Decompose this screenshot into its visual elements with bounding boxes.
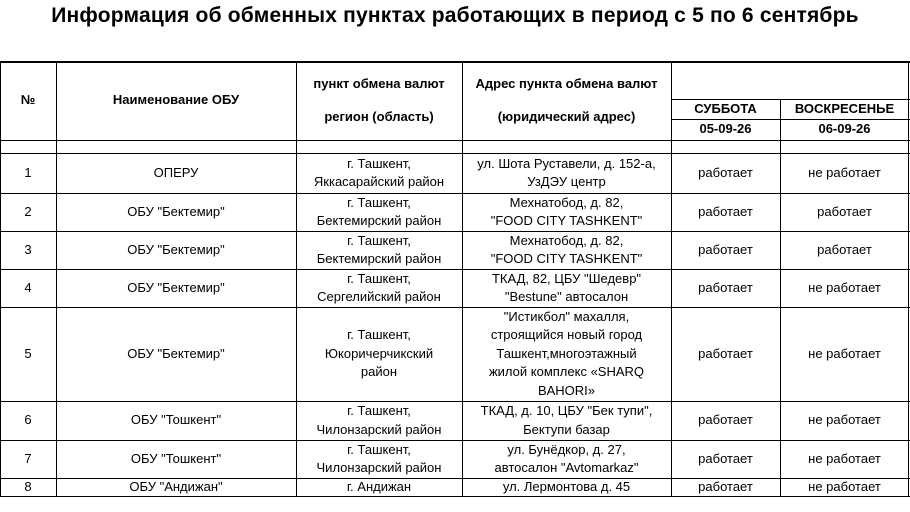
row-sunday-status: не работает	[808, 164, 881, 180]
grid-line-col	[462, 61, 463, 497]
row-saturday-status: работает	[698, 478, 753, 494]
row-sunday-status: не работает	[808, 450, 881, 466]
row-address-line: автосалон "Avtomarkaz"	[494, 460, 639, 475]
row-number: 6	[24, 412, 32, 428]
header-day-saturday: СУББОТА	[694, 100, 757, 116]
row-saturday-status: работает	[698, 203, 753, 219]
header-day-sunday: ВОСКРЕСЕНЬЕ	[794, 100, 895, 116]
grid-line-col	[0, 61, 1, 497]
row-number: 7	[24, 450, 32, 466]
row-region-line: г. Ташкент,	[347, 270, 411, 286]
row-region-line: Чилонзарский район	[316, 460, 442, 475]
row-region-line: Бектемирский район	[316, 251, 442, 266]
grid-line-date-top	[671, 119, 910, 120]
row-region-line: Сергелийский район	[317, 289, 441, 304]
row-number: 3	[24, 241, 32, 257]
row-region	[296, 193, 462, 231]
grid-line-row	[0, 231, 910, 232]
row-region-line: Юкоричерчикский	[324, 345, 434, 361]
row-address-line: УзДЭУ центр	[527, 174, 606, 189]
row-region-line: г. Андижан	[346, 478, 412, 494]
row-region	[296, 401, 462, 440]
header-address-line: (юридический адрес)	[497, 109, 636, 124]
row-address-line: жилой комплекс «SHARQ	[488, 364, 645, 380]
row-region	[296, 440, 462, 478]
row-number: 2	[24, 203, 32, 219]
row-region-line: Бектемирский район	[316, 213, 442, 228]
row-region	[296, 307, 462, 401]
grid-line-col	[296, 61, 297, 497]
row-address-line: ТКАД, 82, ЦБУ "Шедевр"	[491, 270, 642, 286]
row-bank-name: ОБУ "Тошкент"	[130, 412, 222, 428]
page-title: Информация об обменных пунктах работающих в период с 5 по 6 сентябрь	[51, 4, 859, 27]
row-region-line: г. Ташкент,	[347, 327, 411, 343]
row-address	[462, 153, 671, 193]
row-bank-name: ОБУ "Бектемир"	[127, 345, 225, 361]
grid-line-row	[0, 193, 910, 194]
grid-line-row	[0, 496, 910, 497]
grid-line-row	[0, 440, 910, 441]
row-sunday-status: не работает	[808, 478, 881, 494]
row-address-line: Мехнатобод, д. 82,	[509, 194, 624, 210]
row-address	[462, 440, 671, 478]
row-saturday-status: работает	[698, 345, 753, 361]
grid-line-row	[0, 401, 910, 402]
row-region-line: г. Ташкент,	[347, 441, 411, 457]
grid-line-col	[780, 99, 781, 496]
row-address-line: строящийся новый город	[490, 327, 643, 343]
row-saturday-status: работает	[698, 279, 753, 295]
row-region-line: г. Ташкент,	[347, 155, 411, 171]
row-address-line: "Bestune" автосалон	[504, 289, 629, 304]
row-address	[462, 269, 671, 307]
grid-line-row	[0, 307, 910, 308]
grid-line-top	[0, 61, 910, 63]
row-saturday-status: работает	[698, 164, 753, 180]
row-address-line: ул. Шота Руставели, д. 152-а,	[477, 155, 656, 171]
row-address	[462, 231, 671, 269]
grid-line-col	[56, 61, 57, 497]
row-address	[462, 478, 671, 496]
row-address-line: BAHORI»	[537, 382, 596, 398]
header-date-saturday: 05-09-26	[699, 121, 752, 137]
row-region	[296, 478, 462, 496]
row-address-line: "Истикбол" махалля,	[503, 308, 630, 324]
row-number: 1	[24, 164, 32, 180]
row-number: 8	[24, 478, 32, 494]
header-name: Наименование ОБУ	[112, 92, 240, 108]
row-region	[296, 231, 462, 269]
row-sunday-status: не работает	[808, 345, 881, 361]
grid-line-day-top	[671, 99, 910, 100]
row-address-line: Бектупи базар	[523, 421, 610, 437]
header-region	[296, 61, 462, 140]
row-bank-name: ОБУ "Тошкент"	[130, 450, 222, 466]
grid-line-col	[908, 61, 909, 497]
row-saturday-status: работает	[698, 412, 753, 428]
row-region-line: Яккасарайский район	[313, 174, 445, 189]
row-address-line: Ташкент,многоэтажный	[496, 345, 637, 361]
row-bank-name: ОБУ "Бектемир"	[127, 203, 225, 219]
row-address	[462, 193, 671, 231]
row-sunday-status: не работает	[808, 279, 881, 295]
row-address-line: "FOOD CITY TASHKENT"	[490, 251, 643, 266]
header-region-line: пункт обмена валют	[313, 75, 445, 91]
row-region-line: г. Ташкент,	[347, 232, 411, 248]
grid-line-row	[0, 269, 910, 270]
header-region-line: регион (область)	[324, 109, 434, 124]
row-sunday-status: работает	[817, 241, 872, 257]
row-sunday-status: не работает	[808, 412, 881, 428]
row-address-line: Мехнатобод, д. 82,	[509, 232, 624, 248]
row-region	[296, 153, 462, 193]
row-address-line: ТКАД, д. 10, ЦБУ "Бек тупи",	[480, 403, 653, 418]
row-number: 5	[24, 345, 32, 361]
row-bank-name: ОБУ "Бектемир"	[127, 279, 225, 295]
row-saturday-status: работает	[698, 241, 753, 257]
row-bank-name: ОПЕРУ	[153, 164, 199, 180]
row-region-line: район	[360, 364, 398, 380]
row-region-line: г. Ташкент,	[347, 194, 411, 210]
row-saturday-status: работает	[698, 450, 753, 466]
row-address-line: "FOOD CITY TASHKENT"	[490, 213, 643, 228]
grid-line-row	[0, 478, 910, 479]
header-num: №	[20, 92, 36, 108]
row-address	[462, 307, 671, 401]
row-sunday-status: работает	[817, 203, 872, 219]
row-address	[462, 401, 671, 440]
row-address-line: ул. Лермонтова д. 45	[502, 478, 631, 494]
grid-line-body-top	[0, 153, 910, 154]
row-number: 4	[24, 279, 32, 295]
grid-line-header-bottom	[0, 140, 910, 141]
header-address-line: Адрес пункта обмена валют	[475, 75, 658, 91]
row-region	[296, 269, 462, 307]
header-address	[462, 61, 671, 140]
row-region-line: г. Ташкент,	[347, 403, 411, 418]
grid-line-col	[671, 61, 672, 497]
exchange-points-table	[0, 61, 910, 496]
row-bank-name: ОБУ "Андижан"	[129, 478, 223, 494]
header-date-sunday: 06-09-26	[818, 121, 871, 137]
row-bank-name: ОБУ "Бектемир"	[127, 241, 225, 257]
row-address-line: ул. Бунёдкор, д. 27,	[507, 441, 626, 457]
row-region-line: Чилонзарский район	[316, 421, 442, 437]
